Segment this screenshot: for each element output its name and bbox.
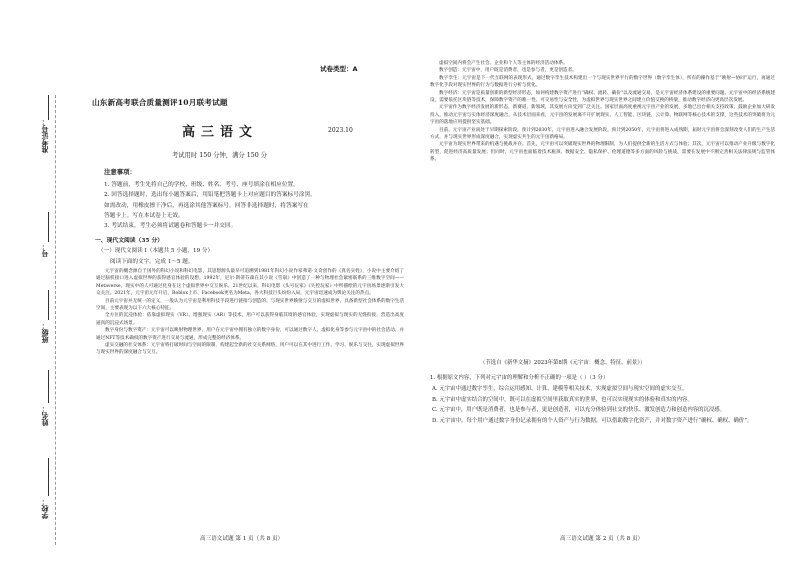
exam-number-line (48, 95, 49, 120)
paper-type: 试卷类型：A (320, 65, 358, 73)
passage-paragraph: 数字孪生：元宇宙是下一代互联网的表现形式，通过数字孪生技术构建出一个与现实世界平行的数字世界（数字孪生体），所有的操作基于“映射—协同”运行，再通过数字化手段对现实世界的行为与数据进行分析与优化。 (430, 75, 775, 89)
passage-paragraph: 虚拟空间内将会产生社会、企业和个人等主体的经济活动体系。 (439, 61, 568, 66)
passage-paragraph: 数字创造：元宇宙中，用户既是消费者，也是参与者，更是创造者。 (439, 68, 577, 74)
page-footer-right: 高三语文试题 第 2 页（共 8 页） (560, 536, 644, 542)
class-label: 班级： (40, 322, 49, 343)
passage-source: （节选自《新华文摘》2023年第8期《元宇宙：概念、特征、前景》） (480, 360, 646, 366)
option-b[interactable]: B. 元宇宙中虚实结合的空间中，既可以在虚拟空间里获取真实的世界，也可以实现现实的体验和真实的内容。 (432, 396, 693, 403)
exam-number-label: 准考证号： (40, 118, 49, 153)
passage-paragraph: 目前，元宇宙产业尚处于早期探索阶段，预计到2030年，元宇宙进入融合发展阶段。预计到2050年，元宇宙将进入成熟期，届时元宇宙将会深刻改变人们的生产生活方式，并与现实世界形成深度融合，实现虚实共生的元宇宙新格局。 (430, 127, 775, 141)
note-item: 1. 答题前，考生先将自己的学校、班级、姓名、考号、座号填涂在相应位置。 (104, 182, 299, 188)
question-1 (430, 373, 775, 427)
passage-paragraph: 数字经济：元宇宙是质量创新的新型经济形态，如何构建数字资产进行“确权、流转、确价”以及流通交易，是元宇宙经济体系建设的重要问题。元宇宙中的经济系统建设，需要依托区块链等技术，保障数字资产的唯一性、可交易性与安全性，为虚拟世界与现实世界之间建立价值交换的桥梁，推动数字经济向更高层次发展。 (430, 90, 775, 104)
seat-number-label: 号： (40, 243, 49, 257)
seat-number-line (48, 212, 49, 242)
question-stem: 1. 根据原文内容，下列对元宇宙的理解和分析不正确的一项是（ ）（3 分） (430, 375, 609, 381)
passage-paragraph: 全方位的沉浸体验：依靠虚拟现实（VR）、增强现实（AR）等技术，用户可以获得身临其境的感官体验，实现虚拟与现实的无缝衔接，营造出高度逼真的沉浸式场景。 (96, 313, 404, 326)
exam-date: 2023.10 (328, 127, 353, 134)
passage-paragraph: 元宇宙作为数字经济发展的新形态、新赛道、新领域，其发展方向受到广泛关注。国家层面高度重视元宇宙产业的发展，多地已出台相关支持政策，鼓励企业加大研发投入，推动元宇宙与实体经济深度融合。从技术层面来看，元宇宙的发展离不开扩展现实、人工智能、区块链、云计算、物联网等核心技术的支撑，这些技术的突破将为元宇宙的落地应用提供坚实基础。 (430, 105, 775, 126)
option-a[interactable]: A. 元宇宙中通过数字孪生，综合运用感知、计算、建模等相关技术，实现虚拟空间与现实空间的虚实交互。 (432, 385, 688, 392)
note-item: 答题卡上。写在本试卷上无效。 (104, 212, 184, 219)
section-title: 一、现代文阅读（35 分） (95, 238, 164, 244)
subject-title: 高三语文 (182, 125, 259, 140)
notes-list (104, 180, 404, 231)
passage-paragraph: 虚实交融的社交体系：元宇宙将打破时间与空间的限制，构建起全新的社交关系网络，用户可以在其中进行工作、学习、娱乐与交往，实现虚拟世界与现实世界的深度融合与交互。 (96, 343, 404, 356)
option-c[interactable]: C. 元宇宙中，用户既是消费者，也是参与者，更是创造者，可以充分体验到社交的快乐、激发创造力和创造内容的沉浸感。 (432, 407, 726, 414)
passage-left (96, 268, 404, 357)
note-item: 如需改动，用橡皮擦干净后，再选涂其他答案标号。回答非选择题时，将答案写在 (104, 202, 309, 209)
passage-paragraph: 数字身份与数字资产：元宇宙可以映射物理世界，用户在元宇宙中拥有独立的数字身份，可以通过数字人、虚拟化身等参与元宇宙中的社会活动，并通过NFT等技术确权的数字资产进行交易与流通，形成完整的经济体系。 (96, 328, 404, 341)
passage-paragraph: 元宇宙的概念源自于国外的科幻小说和科幻电影，其思想源头最早可追溯到1981年科幻小说作家弗诺·文奇创作的《真名实姓》，小说中主要介绍了通过脑机接口进入虚拟世界的获得感官体验的设想。1992年，尼尔·斯蒂芬森在其小说《雪崩》中创造了一种与物理社会紧密联系的三维数字空间——Metaverse，现实中的人可通过化身在这个虚拟世界中交互娱乐。21世纪以来，科幻电影《头号玩家》《失控玩家》中所描绘的元宇宙场景逐渐引发大众关注。2021年，元宇宙元年开启，Roblox上市、Facebook更名为Meta，各大科技巨头纷纷入局，元宇宙迅速成为舆论关注的热点。 (96, 269, 404, 297)
note-item: 2. 回答选择题时，选出每小题答案后，用铅笔把答题卡上对应题目的答案标号涂黑。 (104, 192, 316, 199)
school-label: 学校： (40, 498, 49, 519)
name-line (48, 370, 49, 403)
passage-paragraph: 目前元宇宙并无统一的定义，一般认为元宇宙是利用科技手段进行链接与创造的、与现实世界映射与交互的虚拟世界，具备新型社会体系的数字生活空间，主要表现为以下六大核心特征。 (96, 298, 404, 312)
notes-heading: 注意事项： (104, 168, 136, 176)
class-line (48, 290, 49, 320)
name-label: 姓名： (40, 405, 49, 426)
school-line (48, 458, 49, 496)
passage-paragraph: 元宇宙为现实世界带来的机遇与挑战并存。首先，元宇宙可以突破现实世界的物理限制，为人们提供全新的生活方式与体验；其次，元宇宙可以推动产业升级与数字化转型，促进经济高质量发展；但同时，元宇宙也面临着技术瓶颈、数据安全、隐私保护、伦理道德等多方面的风险与挑战，需要在发展中不断完善相关法律法规与监管体系。 (430, 142, 775, 163)
note-item: 3. 考试结束，考生必须将试题卷和答题卡一并交回。 (104, 223, 237, 230)
binding-margin (0, 0, 62, 562)
binding-dashed-line (55, 95, 56, 545)
passage-right (430, 60, 775, 164)
exam-timing: 考试用时 150 分钟，满分 150 分 (172, 152, 268, 159)
reading-instruction: 阅读下面的文字，完成 1～5 题。 (110, 259, 194, 265)
part-title: （一）现代文阅读 I（本题共 5 小题，19 分） (98, 248, 214, 254)
option-d[interactable]: D. 元宇宙中，每个用户通过数字身份记录拥有的个人资产与行为数据，可以借助数字化资产，并对数字资产进行“确权、确权、确价”。 (432, 418, 753, 425)
page-footer-left: 高三语文试题 第 1 页（共 8 页） (200, 536, 284, 542)
exam-title: 山东新高考联合质量测评10月联考试题 (92, 98, 228, 107)
